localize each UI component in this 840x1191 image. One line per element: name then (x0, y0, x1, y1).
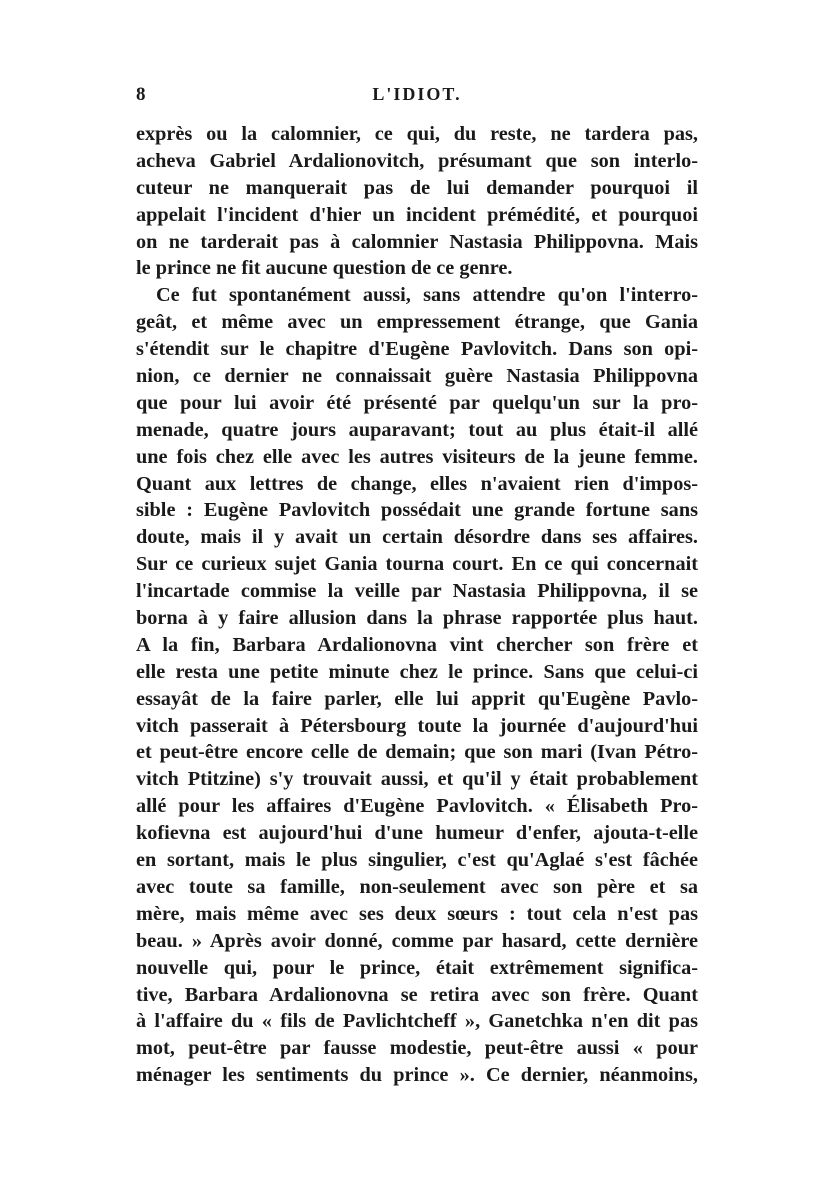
text-line: beau. » Après avoir donné, comme par hasard, cette dernière (136, 929, 698, 952)
body-text (136, 121, 698, 1089)
text-line: une fois chez elle avec les autres visiteurs de la jeune femme. (136, 445, 698, 468)
text-line: acheva Gabriel Ardalionovitch, présumant que son interlo- (136, 149, 698, 172)
text-line: sible : Eugène Pavlovitch possédait une grande fortune sans (136, 499, 698, 522)
text-line: avec toute sa famille, non-seulement avec son père et sa (136, 875, 698, 898)
text-line: mère, mais même avec ses deux sœurs : tout cela n'est pas (136, 902, 698, 925)
book-title: L'IDIOT. (372, 84, 462, 104)
text-line: à l'affaire du « fils de Pavlichtcheff », Ganetchka n'en dit pas (136, 1010, 698, 1033)
text-line: Sur ce curieux sujet Gania tourna court. En ce qui concernait (136, 553, 698, 576)
text-line: appelait l'incident d'hier un incident prémédité, et pourquoi (136, 203, 698, 226)
text-line: nion, ce dernier ne connaissait guère Nastasia Philippovna (136, 365, 698, 388)
text-line: exprès ou la calomnier, ce qui, du reste, ne tardera pas, (136, 123, 698, 145)
text-line: geât, et même avec un empressement étrange, que Gania (136, 311, 698, 334)
text-line: s'étendit sur le chapitre d'Eugène Pavlovitch. Dans son opi- (136, 338, 698, 361)
text-line: et peut-être encore celle de demain; que son mari (Ivan Pétro- (136, 741, 698, 764)
text-line: en sortant, mais le plus singulier, c'est qu'Aglaé s'est fâchée (136, 849, 698, 872)
text-line: doute, mais il y avait un certain désordre dans ses affaires. (136, 526, 698, 549)
text-line: nouvelle qui, pour le prince, était extrêmement significa- (136, 956, 698, 979)
text-line: kofievna est aujourd'hui d'une humeur d'enfer, ajouta-t-elle (136, 822, 698, 845)
text-line: le prince ne fit aucune question de ce genre. (136, 257, 513, 280)
text-line: mot, peut-être par fausse modestie, peut-être aussi « pour (136, 1037, 698, 1060)
text-line: on ne tarderait pas à calomnier Nastasia Philippovna. Mais (136, 230, 698, 253)
text-line: menade, quatre jours auparavant; tout au plus était-il allé (136, 418, 698, 441)
text-line: que pour lui avoir été présenté par quelqu'un sur la pro- (136, 391, 698, 414)
page-number: 8 (136, 84, 146, 105)
text-line: ménager les sentiments du prince ». Ce dernier, néanmoins, (136, 1064, 698, 1087)
text-line: vitch Ptitzine) s'y trouvait aussi, et qu'il y était probablement (136, 768, 698, 791)
text-line: vitch passerait à Pétersbourg toute la journée d'aujourd'hui (136, 714, 698, 737)
text-line: allé pour les affaires d'Eugène Pavlovitch. « Élisabeth Pro- (136, 795, 698, 818)
text-line: elle resta une petite minute chez le prince. Sans que celui-ci (136, 660, 698, 683)
text-line: A la fin, Barbara Ardalionovna vint chercher son frère et (136, 633, 698, 656)
text-line: tive, Barbara Ardalionovna se retira avec son frère. Quant (136, 983, 698, 1006)
text-line: borna à y faire allusion dans la phrase rapportée plus haut. (136, 607, 698, 630)
running-head (136, 84, 698, 114)
text-line: Quant aux lettres de change, elles n'avaient rien d'impos- (136, 472, 698, 495)
text-line: Ce fut spontanément aussi, sans attendre qu'on l'interro- (156, 284, 698, 307)
text-line: l'incartade commise la veille par Nastasia Philippovna, il se (136, 580, 698, 603)
text-line: cuteur ne manquerait pas de lui demander pourquoi il (136, 176, 698, 199)
text-line: essayât de la faire parler, elle lui apprit qu'Eugène Pavlo- (136, 687, 698, 710)
